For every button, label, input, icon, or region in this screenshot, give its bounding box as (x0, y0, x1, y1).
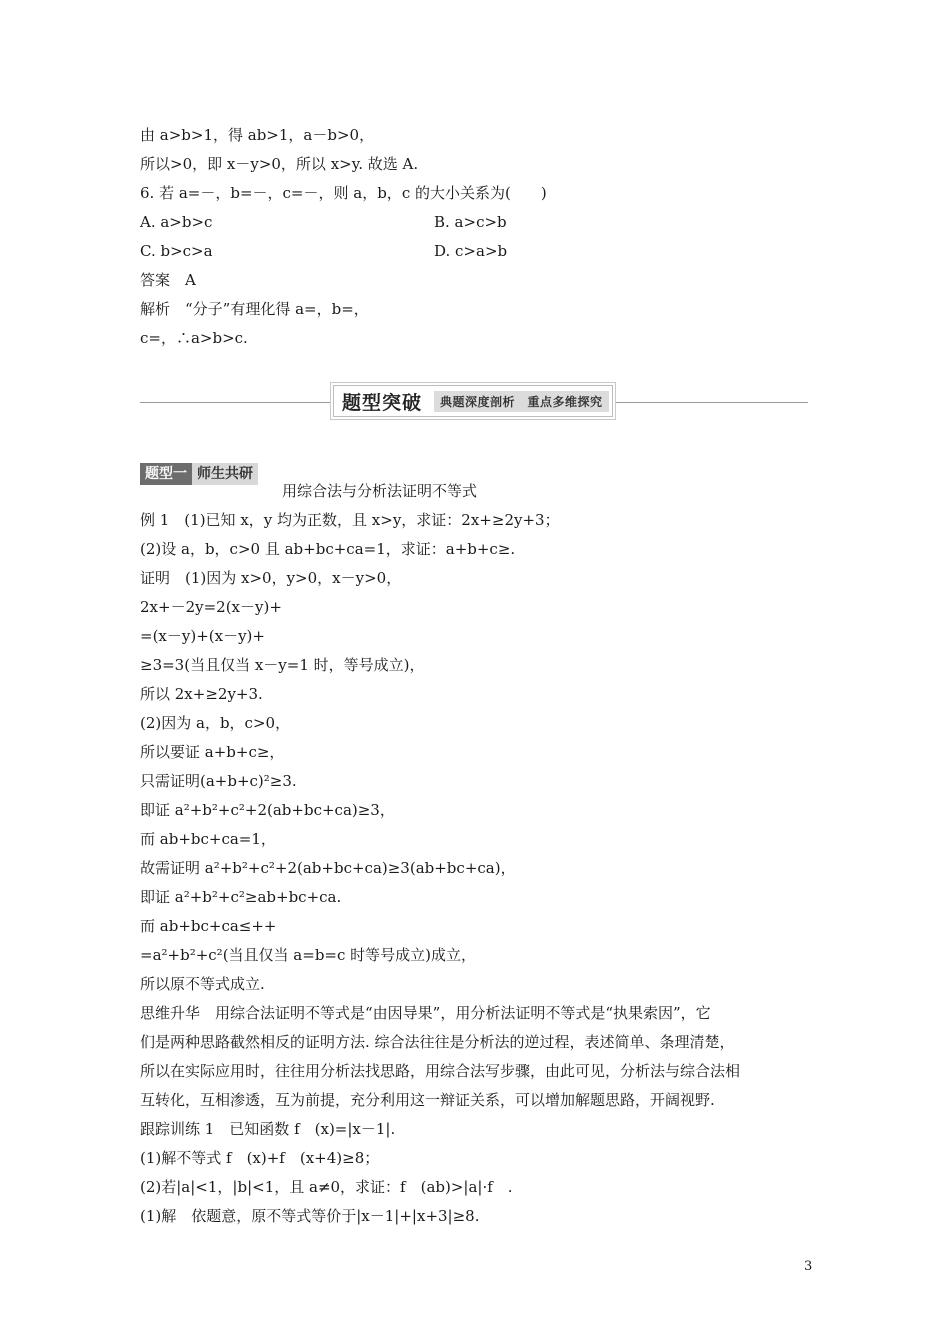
banner-title: 题型突破 (342, 391, 423, 414)
body-line: (2)因为 a，b，c>0， (140, 714, 291, 732)
analysis-line-1: 解析 “分子”有理化得 a=，b=， (140, 300, 369, 318)
body-line: 只需证明(a+b+c)²≥3. (140, 772, 297, 790)
option-c: C. b>c>a (140, 242, 213, 260)
banner-rule-right (616, 402, 808, 403)
analysis-line-2: c=，∴a>b>c. (140, 329, 248, 347)
exercise-line: (1)解不等式 f (x)+f (x+4)≥8； (140, 1149, 380, 1167)
body-line: 故需证明 a²+b²+c²+2(ab+bc+ca)≥3(ab+bc+ca)， (140, 859, 516, 877)
exercise-line: (2)若|a|<1，|b|<1，且 a≠0，求证：f (ab)>|a|·f . (140, 1178, 513, 1196)
body-line: 而 ab+bc+ca≤++ (140, 917, 277, 935)
body-line: 所以要证 a+b+c≥， (140, 743, 285, 761)
thinking-summary-line: 思维升华 用综合法证明不等式是“由因导果”，用分析法证明不等式是“执果索因”，它 (140, 1004, 711, 1022)
topic-tag-type: 师生共研 (192, 463, 258, 485)
body-line: (2)设 a，b，c>0 且 ab+bc+ca=1，求证：a+b+c≥. (140, 540, 516, 558)
text-line-2: 所以>0，即 x－y>0，所以 x>y. 故选 A. (140, 155, 419, 173)
body-line: 例 1 (1)已知 x，y 均为正数，且 x>y，求证：2x+≥2y+3； (140, 511, 560, 529)
exercise-line: (1)解 依题意，原不等式等价于|x－1|+|x+3|≥8. (140, 1207, 480, 1225)
banner-rule-left (140, 402, 330, 403)
thinking-summary-line: 互转化，互相渗透，互为前提，充分利用这一辩证关系，可以增加解题思路，开阔视野. (140, 1091, 715, 1109)
topic-title: 用综合法与分析法证明不等式 (282, 482, 478, 500)
body-line: 2x+－2y=2(x－y)+ (140, 598, 282, 616)
banner-subtitle: 典题深度剖析 重点多维探究 (434, 391, 609, 412)
text-line-1: 由 a>b>1，得 ab>1，a－b>0， (140, 126, 375, 144)
body-line: 即证 a²+b²+c²≥ab+bc+ca. (140, 888, 342, 906)
body-line: 证明 (1)因为 x>0，y>0，x－y>0， (140, 569, 402, 587)
body-line: 所以原不等式成立. (140, 975, 265, 993)
topic-tag-number: 题型一 (140, 463, 192, 485)
answer-line: 答案 A (140, 271, 196, 289)
thinking-summary-line: 们是两种思路截然相反的证明方法. 综合法往往是分析法的逆过程，表述简单、条理清楚， (140, 1033, 735, 1051)
body-line: 即证 a²+b²+c²+2(ab+bc+ca)≥3， (140, 801, 395, 819)
section-banner (333, 385, 613, 417)
body-line: =(x－y)+(x－y)+ (140, 627, 265, 645)
page-number: 3 (804, 1259, 813, 1274)
topic-tag (140, 463, 258, 485)
body-line: =a²+b²+c²(当且仅当 a=b=c 时等号成立)成立， (140, 946, 477, 964)
body-line: ≥3=3(当且仅当 x－y=1 时，等号成立)， (140, 656, 425, 674)
question-6: 6. 若 a=－，b=－，c=－，则 a，b，c 的大小关系为( ) (140, 184, 547, 202)
option-d: D. c>a>b (434, 242, 508, 260)
body-line: 所以 2x+≥2y+3. (140, 685, 263, 703)
thinking-summary-line: 所以在实际应用时，往往用分析法找思路，用综合法写步骤，由此可见，分析法与综合法相 (140, 1062, 741, 1080)
exercise-line: 跟踪训练 1 已知函数 f (x)=|x－1|. (140, 1120, 396, 1138)
option-a: A. a>b>c (140, 213, 213, 231)
option-b: B. a>c>b (434, 213, 507, 231)
body-line: 而 ab+bc+ca=1， (140, 830, 276, 848)
